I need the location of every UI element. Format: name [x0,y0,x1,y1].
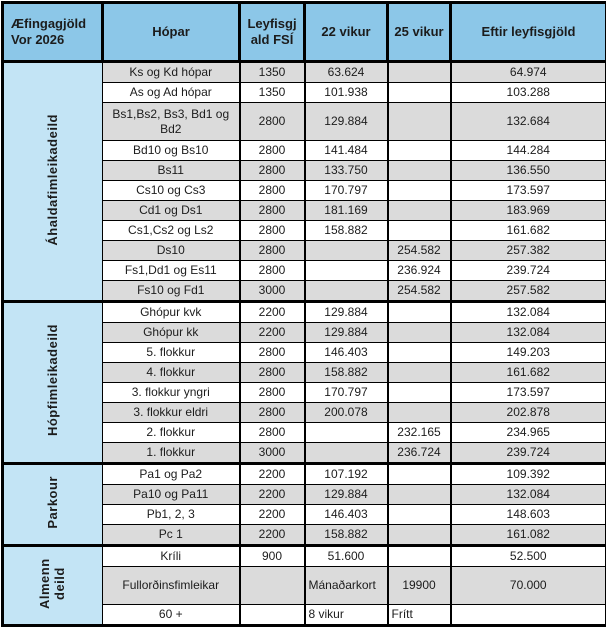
column-header-hopar: Hópar [103,3,240,62]
cell-leyfisgjald: 2200 [240,302,305,323]
cell-eftir: 173.597 [451,181,606,201]
cell-v22: 146.403 [305,505,388,525]
cell-leyfisgjald: 2200 [240,505,305,525]
cell-hopar: 60 + [103,605,240,626]
cell-v22: 51.600 [305,546,388,567]
cell-v25: 254.582 [388,241,451,261]
cell-eftir: 148.603 [451,505,606,525]
cell-leyfisgjald: 2800 [240,161,305,181]
section-label [3,302,103,464]
cell-leyfisgjald: 900 [240,546,305,567]
cell-eftir: 70.000 [451,567,606,605]
cell-eftir: 257.582 [451,281,606,302]
cell-v25 [388,201,451,221]
cell-leyfisgjald [240,567,305,605]
cell-v22: 158.882 [305,525,388,546]
cell-leyfisgjald: 2800 [240,383,305,403]
section-label-text: Áhaldafimleikadeild [44,113,60,246]
cell-v25: 232.165 [388,423,451,443]
cell-v25 [388,323,451,343]
cell-leyfisgjald: 2800 [240,103,305,141]
section-label [3,546,103,626]
cell-v25: 236.924 [388,261,451,281]
cell-v22 [305,261,388,281]
cell-eftir: 161.682 [451,221,606,241]
title-line-2: Vor 2026 [11,32,65,47]
cell-eftir: 109.392 [451,464,606,485]
cell-hopar: Pb1, 2, 3 [103,505,240,525]
cell-hopar: 2. flokkur [103,423,240,443]
cell-eftir: 257.382 [451,241,606,261]
cell-hopar: Cd1 og Ds1 [103,201,240,221]
cell-v22: 181.169 [305,201,388,221]
cell-eftir: 64.974 [451,62,606,83]
cell-hopar: 5. flokkur [103,343,240,363]
cell-v22: 200.078 [305,403,388,423]
column-header-22-vikur: 22 vikur [305,3,388,62]
cell-eftir: 132.084 [451,302,606,323]
cell-leyfisgjald: 2800 [240,221,305,241]
cell-v22 [305,423,388,443]
cell-hopar: Fs10 og Fd1 [103,281,240,302]
cell-hopar: 3. flokkur yngri [103,383,240,403]
cell-v22: 129.884 [305,485,388,505]
cell-v25: Frítt [388,605,451,626]
cell-leyfisgjald: 2800 [240,181,305,201]
cell-v25 [388,383,451,403]
cell-v25 [388,302,451,323]
cell-leyfisgjald: 3000 [240,443,305,464]
cell-v25 [388,485,451,505]
cell-eftir: 161.682 [451,363,606,383]
table-row [3,464,606,485]
cell-v25: 254.582 [388,281,451,302]
cell-leyfisgjald: 2800 [240,343,305,363]
fees-table [1,1,606,627]
cell-v22: 129.884 [305,302,388,323]
table-body [3,62,606,626]
cell-v25 [388,505,451,525]
cell-v22: 63.624 [305,62,388,83]
cell-hopar: Pa10 og Pa11 [103,485,240,505]
cell-v22: 101.938 [305,83,388,103]
cell-hopar: Ghópur kk [103,323,240,343]
cell-eftir: 239.724 [451,261,606,281]
cell-hopar: Cs10 og Cs3 [103,181,240,201]
cell-eftir: 132.084 [451,323,606,343]
cell-leyfisgjald: 2800 [240,403,305,423]
cell-leyfisgjald: 2800 [240,423,305,443]
cell-leyfisgjald: 2200 [240,485,305,505]
cell-v25 [388,161,451,181]
cell-v25 [388,103,451,141]
cell-hopar: Fullorðinsfimleikar [103,567,240,605]
cell-v25: 236.724 [388,443,451,464]
section-label [3,62,103,302]
cell-hopar: Ds10 [103,241,240,261]
cell-v25 [388,403,451,423]
cell-v22 [305,241,388,261]
cell-leyfisgjald: 2200 [240,323,305,343]
cell-v22 [305,443,388,464]
cell-hopar: Cs1,Cs2 og Ls2 [103,221,240,241]
cell-v25 [388,83,451,103]
cell-eftir: 132.084 [451,485,606,505]
cell-v22: 129.884 [305,103,388,141]
cell-hopar: Bs1,Bs2, Bs3, Bd1 og Bd2 [103,103,240,141]
cell-eftir: 202.878 [451,403,606,423]
cell-leyfisgjald: 2800 [240,241,305,261]
cell-v25 [388,464,451,485]
cell-eftir: 161.082 [451,525,606,546]
cell-v22: 158.882 [305,221,388,241]
cell-eftir: 149.203 [451,343,606,363]
cell-v22: 133.750 [305,161,388,181]
cell-v25 [388,141,451,161]
column-header-leyfisgjald-fsi: Leyfisgjald FSÍ [240,3,305,62]
cell-eftir: 239.724 [451,443,606,464]
cell-leyfisgjald: 3000 [240,281,305,302]
cell-v25 [388,546,451,567]
cell-eftir: 132.684 [451,103,606,141]
cell-leyfisgjald: 2800 [240,261,305,281]
cell-eftir: 136.550 [451,161,606,181]
cell-leyfisgjald: 1350 [240,62,305,83]
cell-hopar: 3. flokkur eldri [103,403,240,423]
table-title-cell [3,3,103,62]
cell-v22: 107.192 [305,464,388,485]
cell-leyfisgjald [240,605,305,626]
cell-v22 [305,281,388,302]
cell-v25 [388,525,451,546]
cell-leyfisgjald: 2800 [240,141,305,161]
column-header-25-vikur: 25 vikur [388,3,451,62]
section-label-text: Hópfimleikadeild [44,324,60,437]
cell-leyfisgjald: 2200 [240,464,305,485]
cell-eftir: 52.500 [451,546,606,567]
cell-eftir: 183.969 [451,201,606,221]
cell-v25 [388,363,451,383]
cell-hopar: Bd10 og Bs10 [103,141,240,161]
cell-eftir [451,605,606,626]
section-label-text: Almenn deild [37,558,67,609]
cell-v22: 129.884 [305,323,388,343]
cell-hopar: Pa1 og Pa2 [103,464,240,485]
cell-hopar: Bs11 [103,161,240,181]
cell-hopar: Fs1,Dd1 og Es11 [103,261,240,281]
cell-leyfisgjald: 2800 [240,363,305,383]
cell-v22: 8 vikur [305,605,388,626]
cell-leyfisgjald: 1350 [240,83,305,103]
cell-hopar: 4. flokkur [103,363,240,383]
cell-hopar: Kríli [103,546,240,567]
cell-v25 [388,181,451,201]
cell-leyfisgjald: 2200 [240,525,305,546]
table-header [3,3,606,62]
cell-leyfisgjald: 2800 [240,201,305,221]
cell-v25 [388,343,451,363]
table-row [3,62,606,83]
cell-v22: 146.403 [305,343,388,363]
section-label [3,464,103,546]
cell-hopar: Pc 1 [103,525,240,546]
cell-v22: Mánaðarkort [305,567,388,605]
cell-eftir: 103.288 [451,83,606,103]
cell-eftir: 144.284 [451,141,606,161]
cell-hopar: Ghópur kvk [103,302,240,323]
cell-v25 [388,62,451,83]
column-header-eftir-leyfisgjold: Eftir leyfisgjöld [451,3,606,62]
cell-v22: 170.797 [305,181,388,201]
cell-v22: 141.484 [305,141,388,161]
header-row [3,3,606,62]
section-label-text: Parkour [44,476,60,529]
cell-v25 [388,221,451,241]
cell-v25: 19900 [388,567,451,605]
table-row [3,546,606,567]
cell-hopar: As og Ad hópar [103,83,240,103]
table-row [3,302,606,323]
cell-v22: 158.882 [305,363,388,383]
cell-hopar: Ks og Kd hópar [103,62,240,83]
cell-hopar: 1. flokkur [103,443,240,464]
cell-eftir: 234.965 [451,423,606,443]
cell-v22: 170.797 [305,383,388,403]
cell-eftir: 173.597 [451,383,606,403]
title-line-1: Æfingagjöld [11,15,87,31]
